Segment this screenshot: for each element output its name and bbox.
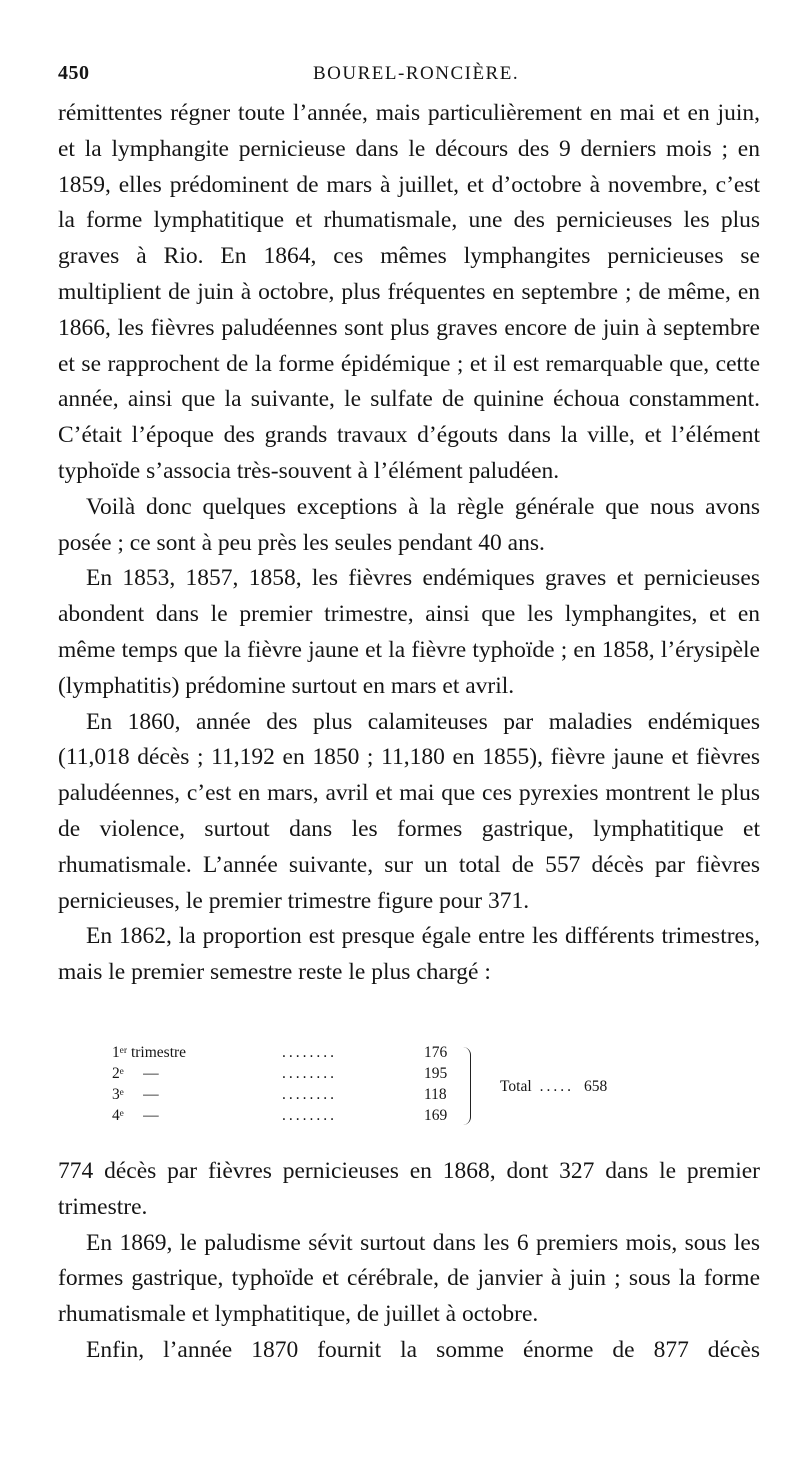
paragraph: Voilà donc quelques exceptions à la règle générale que nous avons posée ; ce sont à peu près les seules pendant 40 ans. xyxy=(58,493,760,556)
trimester-label: 1ᵉʳ trimestre xyxy=(112,1044,187,1061)
paragraph: Enfin, l’année 1870 fournit la somme énorme de 877 décès xyxy=(86,1336,760,1363)
paragraph: En 1860, année des plus calamiteuses par maladies endémiques (11,018 décès ; 11,192 en 1850 ; 11,180 en 1855), fièvre jaune et fièvres paludéennes, c’est en mars, avril et mai que ces pyrexies montrent le plus de violence, surtout dans les formes gastrique, lymphatitique et rhumatismale. L’année suivante, sur un total de 557 décès par fièvres pernicieuses, le premier trimestre figure pour 371. xyxy=(58,708,760,914)
leader-dots: ........ xyxy=(282,1107,337,1124)
paragraph: rémittentes régner toute l’année, mais particulièrement en mai et en juin, et la lymphangite pernicieuse dans le décours des 9 derniers mois ; en 1859, elles prédominent de mars à juillet, et d’octobre à novembre, c’est la forme lymphatitique et rhumatismale, une des pernicieuses les plus graves à Rio. En 1864, ces mêmes lymphangites pernicieuses se multiplient de juin à octobre, plus fréquentes en septembre ; de même, en 1866, les fièvres paludéennes sont plus graves encore de juin à septembre et se rapprochent de la forme épidémique ; et il est remarquable que, cette année, ainsi que la suivante, le sulfate de quinine échoua constamment. C’était l’époque des grands travaux d’égouts dans la ville, et l’élément typhoïde s’associa très-souvent à l’élément paludéen. xyxy=(58,100,760,484)
trimester-label: 2ᵉ — xyxy=(112,1065,159,1082)
paragraph: En 1853, 1857, 1858, les fièvres endémiques graves et pernicieuses abondent dans le premier trimestre, ainsi que les lymphangites, et en même temps que la fièvre jaune et la fièvre typhoïde ; en 1858, l’érysipèle (lymphatitis) prédomine surtout en mars et avril. xyxy=(58,565,760,699)
page-header xyxy=(58,62,748,88)
paragraph: En 1869, le paludisme sévit surtout dans les 6 premiers mois, sous les formes gastrique, typhoïde et cérébrale, de janvier à juin ; sous la forme rhumatismale et lymphatitique, de juillet à octobre. xyxy=(58,1229,760,1328)
leader-dots: ..... xyxy=(539,1078,575,1095)
total-label: Total xyxy=(500,1078,532,1095)
trimester-value: 176 xyxy=(424,1044,448,1061)
paragraph: 774 décès par fièvres pernicieuses en 1868, dont 327 dans le premier trimestre. xyxy=(58,1158,760,1220)
page-number: 450 xyxy=(58,62,90,84)
trimester-value: 195 xyxy=(424,1065,448,1082)
table-row xyxy=(112,1106,472,1126)
table-total xyxy=(500,1077,607,1097)
table-row xyxy=(112,1064,472,1084)
total-value: 658 xyxy=(584,1078,608,1095)
trimester-label: 3ᵉ — xyxy=(112,1086,159,1103)
leader-dots: ........ xyxy=(282,1086,337,1103)
body-text-upper xyxy=(58,96,760,991)
leader-dots: ........ xyxy=(282,1044,337,1061)
trimester-table xyxy=(112,1043,672,1129)
trimester-value: 169 xyxy=(424,1107,448,1124)
running-head: BOUREL-RONCIÈRE. xyxy=(313,63,520,84)
table-row xyxy=(112,1085,472,1105)
body-text-lower xyxy=(58,1154,760,1369)
trimester-value: 118 xyxy=(424,1086,447,1103)
brace xyxy=(462,1047,471,1125)
paragraph: En 1862, la proportion est presque égale entre les différents trimestres, mais le premier semestre reste le plus chargé : xyxy=(58,923,760,986)
trimester-label: 4ᵉ — xyxy=(112,1107,159,1124)
table-row xyxy=(112,1043,472,1063)
leader-dots: ........ xyxy=(282,1065,337,1082)
